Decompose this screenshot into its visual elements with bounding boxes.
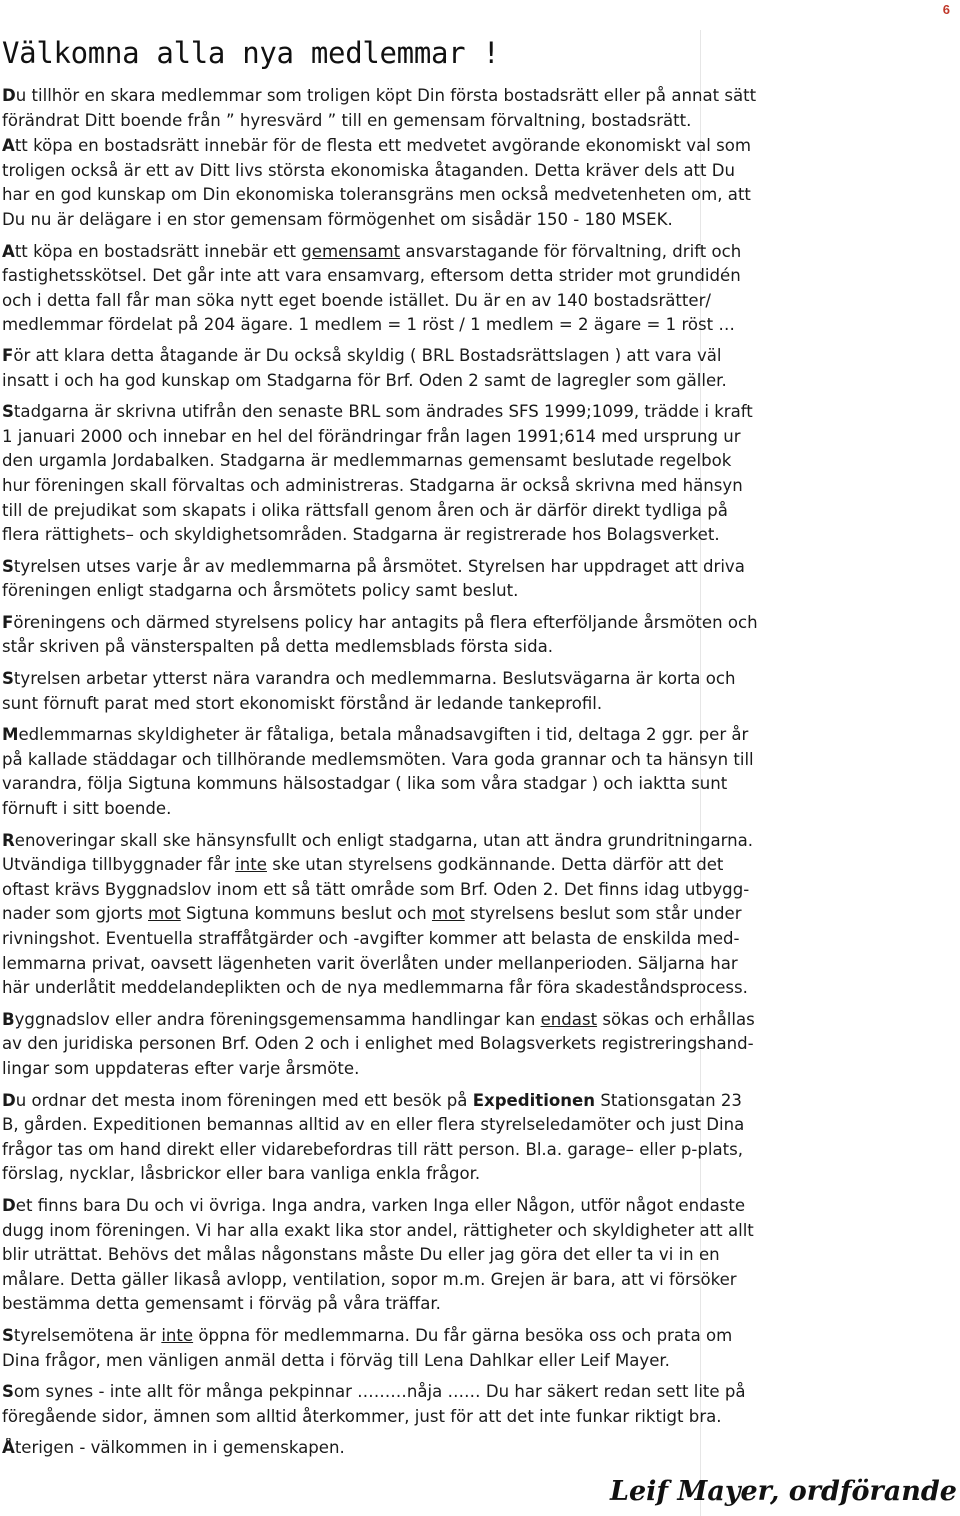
- text-line: av den juridiska personen Brf. Oden 2 och i enlighet med Bolagsverkets registreringshand-: [2, 1034, 754, 1054]
- text-line: varandra, följa Sigtuna kommuns hälsostadgar ( lika som våra stadgar ) och iaktta sunt: [2, 774, 728, 794]
- text-segment: Att köpa en bostadsrätt innebär ett: [2, 241, 302, 261]
- text-segment: nader som gjorts: [2, 904, 149, 924]
- text-line: insatt i och ha god kunskap om Stadgarna för Brf. Oden 2 samt de lagregler som gäller.: [2, 370, 727, 390]
- paragraph-board-works: [2, 667, 942, 716]
- text-segment: Sigtuna kommuns beslut och: [180, 904, 432, 924]
- text-line: Att köpa en bostadsrätt innebär för de flesta ett medvetet avgörande ekonomiskt val som: [2, 136, 751, 156]
- text-line: förnuft i sitt boende.: [2, 799, 172, 819]
- text-line: Stadgarna är skrivna utifrån den senaste BRL som ändrades SFS 1999;1099, trädde i kraft: [2, 402, 753, 422]
- text-segment: sökas och erhållas: [597, 1009, 755, 1029]
- paragraph-bylaws: [2, 400, 942, 548]
- paragraph-board-elected: [2, 555, 942, 604]
- text-line: [2, 1089, 940, 1114]
- paragraph-expedition: [2, 1089, 942, 1187]
- paragraph-renovations: [2, 829, 942, 1001]
- paragraph-member-duties: [2, 723, 942, 821]
- text-line: oftast krävs Byggnadslov inom ett så tätt område som Brf. Oden 2. Det finns idag utbygg-: [2, 879, 750, 899]
- text-line: Medlemmarnas skyldigheter är fåtaliga, betala månadsavgiften i tid, deltaga 2 ggr. per år: [2, 725, 749, 745]
- text-segment: Styrelsemötena är: [2, 1325, 162, 1345]
- text-line: bestämma detta gemensamt i förväg på våra träffar.: [2, 1294, 441, 1314]
- text-line: [2, 853, 940, 878]
- paragraph-responsibility: [2, 240, 942, 338]
- text-segment: Utvändiga tillbyggnader får: [2, 855, 236, 875]
- text-line: föreningen enligt stadgarna och årsmötets policy samt beslut.: [2, 581, 519, 601]
- text-line: För att klara detta åtagande är Du också skyldig ( BRL Bostadsrättslagen ) att vara väl: [2, 345, 722, 365]
- text-line: och i detta fall får man söka nytt eget boende istället. Du är en av 140 bostadsrätter/: [2, 290, 712, 310]
- text-line: fastighetsskötsel. Det går inte att vara ensamvarg, eftersom detta strider mot grundidén: [2, 266, 741, 286]
- paragraph-welcome-again: [2, 1436, 942, 1461]
- text-line: står skriven på vänsterspalten på detta medlemsblads första sida.: [2, 637, 553, 657]
- text-line: förslag, nycklar, låsbrickor eller bara vanliga enkla frågor.: [2, 1164, 481, 1184]
- text-line: på kallade städdagar och tillhörande medlemsmöten. Vara goda grannar och ta hänsyn till: [2, 749, 754, 769]
- text-line: Föreningens och därmed styrelsens policy har antagits på flera efterföljande årsmöten och: [2, 612, 758, 632]
- paragraph-purchase: [2, 134, 942, 232]
- page-number: 6: [942, 2, 950, 17]
- text-line: dugg inom föreningen. Vi har alla exakt lika stor andel, rättigheter och skyldigheter att allt: [2, 1220, 754, 1240]
- text-segment: ske utan styrelsens godkännande. Detta därför att det: [266, 855, 724, 875]
- text-line: 1 januari 2000 och innebar en hel del förändringar från lagen 1991;614 med ursprung ur: [2, 426, 741, 446]
- underlined-word: inte: [235, 855, 267, 875]
- text-line: Styrelsen arbetar ytterst nära varandra och medlemmarna. Beslutsvägarna är korta och: [2, 669, 736, 689]
- underlined-word: gemensamt: [301, 241, 401, 261]
- text-line: Du tillhör en skara medlemmar som troligen köpt Din första bostadsrätt eller på annat sätt: [2, 86, 757, 105]
- text-line: B, gården. Expeditionen bemannas alltid av en eller flera styrelseledamöter och just Dina: [2, 1115, 745, 1135]
- text-line: målare. Detta gäller likaså avlopp, ventilation, sopor m.m. Grejen är bara, att vi försöker: [2, 1269, 737, 1289]
- paragraph-obligation: [2, 344, 942, 393]
- text-line: troligen också är ett av Ditt livs största ekonomiska åtaganden. Detta kräver dels att Du: [2, 160, 735, 180]
- text-line: den urgamla Jordabalken. Stadgarna är medlemmarnas gemensamt beslutade regelbok: [2, 451, 732, 471]
- paragraph-intro: [2, 84, 942, 133]
- text-line: [2, 240, 940, 265]
- text-line: har en god kunskap om Din ekonomiska toleransgräns men också medvetenheten om, att: [2, 185, 751, 205]
- text-segment: ansvarstagande för förvaltning, drift och: [400, 241, 742, 261]
- text-line: rivningshot. Eventuella straffåtgärder och -avgifter kommer att belasta de enskilda med-: [2, 929, 740, 948]
- text-line: Det finns bara Du och vi övriga. Inga andra, varken Inga eller Någon, utför något endaste: [2, 1195, 746, 1215]
- text-line: Återigen - välkommen in i gemenskapen.: [2, 1438, 345, 1458]
- underlined-word: mot: [148, 904, 181, 924]
- text-segment: öppna för medlemmarna. Du får gärna besöka oss och prata om: [193, 1325, 733, 1345]
- text-line: [2, 1008, 940, 1033]
- signature: Leif Mayer, ordförande: [610, 1476, 957, 1507]
- text-line: Renoveringar skall ske hänsynsfullt och enligt stadgarna, utan att ändra grundritningarna.: [2, 830, 754, 850]
- text-line: Dina frågor, men vänligen anmäl detta i förväg till Lena Dahlkar eller Leif Mayer.: [2, 1350, 670, 1370]
- text-line: hur föreningen skall förvaltas och administreras. Stadgarna är också skrivna med hänsyn: [2, 475, 743, 495]
- text-line: frågor tas om hand direkt eller vidarebefordras till rätt person. Bl.a. garage– eller p-plats,: [2, 1139, 743, 1159]
- text-line: medlemmar fördelat på 204 ägare. 1 medlem = 1 röst / 1 medlem = 2 ägare = 1 röst …: [2, 315, 735, 335]
- paragraph-only-us: [2, 1194, 942, 1317]
- text-line: blir uträttat. Behövs det målas någonstans måste Du eller jag göra det eller ta vi in en: [2, 1245, 720, 1265]
- bold-word: Expeditionen: [472, 1090, 596, 1110]
- text-segment: styrelsens beslut som står under: [464, 904, 742, 924]
- text-segment: Byggnadslov eller andra föreningsgemensamma handlingar kan: [2, 1009, 541, 1029]
- text-line: föregående sidor, ämnen som alltid återkommer, just för att det inte funkar riktigt bra.: [2, 1406, 722, 1426]
- text-line: sunt förnuft parat med stort ekonomiskt förstånd är ledande tankeprofil.: [2, 693, 603, 713]
- paragraph-board-meetings: [2, 1324, 942, 1373]
- underlined-word: endast: [540, 1009, 598, 1029]
- underlined-word: inte: [161, 1325, 194, 1345]
- text-segment: Du ordnar det mesta inom föreningen med ett besök på: [2, 1090, 473, 1110]
- text-line: förändrat Ditt boende från ” hyresvärd ” till en gemensam förvaltning, bostadsrätt.: [2, 110, 692, 130]
- text-line: lemmarna privat, oavsett lägenheten varit överlåten under mellanperioden. Säljarna har: [2, 953, 738, 973]
- paragraph-building-permits: [2, 1008, 942, 1082]
- text-segment: Stationsgatan 23: [595, 1090, 742, 1110]
- article-body: [2, 84, 942, 1461]
- text-line: här underlåtit meddelandeplikten och de nya medlemmarna får föra skadeståndsprocess.: [2, 978, 748, 998]
- paragraph-as-seen: [2, 1380, 942, 1429]
- text-line: [2, 902, 940, 927]
- text-line: flera rättighets– och skyldighetsområden. Stadgarna är registrerade hos Bolagsverket.: [2, 525, 720, 545]
- paragraph-policy: [2, 611, 942, 660]
- text-line: [2, 1324, 940, 1349]
- text-line: lingar som uppdateras efter varje årsmöte.: [2, 1058, 360, 1078]
- text-line: Du nu är delägare i en stor gemensam förmögenhet om sisådär 150 - 180 MSEK.: [2, 209, 673, 229]
- text-line: Som synes - inte allt för många pekpinnar ………nåja …… Du har säkert redan sett lite på: [2, 1382, 746, 1402]
- text-line: till de prejudikat som skapats i olika rättsfall genom åren och är därför direkt tydliga på: [2, 500, 728, 520]
- underlined-word: mot: [431, 904, 465, 924]
- text-line: Styrelsen utses varje år av medlemmarna på årsmötet. Styrelsen har uppdraget att driva: [2, 556, 745, 576]
- page-title: Välkomna alla nya medlemmar !: [2, 36, 500, 70]
